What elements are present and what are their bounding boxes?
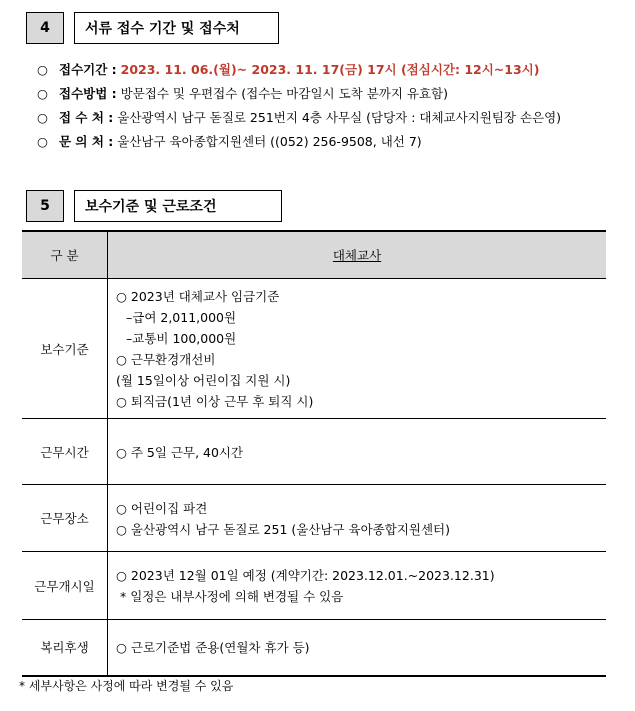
content-line: –교통비 100,000원 (126, 331, 237, 346)
list-item (37, 129, 561, 153)
content-line: * 일정은 내부사정에 의해 변경될 수 있음 (120, 589, 344, 604)
section-4-header (26, 12, 279, 44)
section-5-header (26, 190, 282, 222)
content-line: ○ 2023년 12월 01일 예정 (계약기간: 2023.12.01.~2023.12.31) (116, 568, 495, 583)
table-row (22, 620, 606, 676)
section-title: 보수기준 및 근로조건 (74, 190, 282, 222)
row-label: 복리후생 (22, 620, 108, 676)
content-line: ○ 울산광역시 남구 돋질로 251 (울산남구 육아종합지원센터) (116, 521, 451, 537)
row-label: 근무시간 (22, 419, 108, 485)
table-row (22, 419, 606, 485)
item-label: 문 의 처 : (59, 134, 114, 149)
section-title: 서류 접수 기간 및 접수처 (74, 12, 279, 44)
item-label: 접수기간 : (59, 62, 117, 77)
section-number: 5 (26, 190, 64, 222)
list-item (37, 57, 561, 81)
row-label: 근무개시일 (22, 552, 108, 620)
item-value: 방문접수 및 우편접수 (접수는 마감일시 도착 분까지 유효함) (120, 86, 449, 101)
bullet-circle-icon: ○ (37, 61, 48, 77)
content-line: ○ 퇴직금(1년 이상 근무 후 퇴직 시) (116, 394, 314, 409)
content-line: –급여 2,011,000원 (126, 310, 237, 325)
item-value: 울산남구 육아종합지원센터 ((052) 256-9508, 내선 7) (117, 134, 422, 149)
content-line: ○ 어린이집 파견 (116, 500, 208, 516)
column-header-substitute-teacher: 대체교사 (108, 231, 607, 279)
bullet-circle-icon: ○ (37, 85, 48, 101)
content-line: ○ 주 5일 근무, 40시간 (116, 444, 244, 460)
table-row (22, 485, 606, 552)
item-label: 접 수 처 : (59, 110, 114, 125)
table-row (22, 279, 606, 419)
bullet-circle-icon: ○ (37, 133, 48, 149)
table-row (22, 552, 606, 620)
row-content (108, 279, 607, 419)
row-label: 근무장소 (22, 485, 108, 552)
content-line: ○ 근무환경개선비 (116, 352, 216, 367)
item-label: 접수방법 : (59, 86, 117, 101)
content-line: ○ 근로기준법 준용(연월차 휴가 등) (116, 640, 310, 656)
column-header-category: 구 분 (22, 231, 108, 279)
content-line: (월 15일이상 어린이집 지원 시) (116, 373, 291, 388)
section-number: 4 (26, 12, 64, 44)
list-item (37, 81, 561, 105)
row-content (108, 552, 607, 620)
row-content (108, 485, 607, 552)
row-content (108, 620, 607, 676)
item-value: 2023. 11. 06.(월)~ 2023. 11. 17(금) 17시 (점심시간: 12시~13시) (120, 62, 540, 77)
row-content (108, 419, 607, 485)
content-line: ○ 2023년 대체교사 임금기준 (116, 289, 280, 304)
table-header-row (22, 231, 606, 279)
application-info-list (37, 57, 561, 153)
bullet-circle-icon: ○ (37, 109, 48, 125)
conditions-table (22, 230, 606, 677)
list-item (37, 105, 561, 129)
item-value: 울산광역시 남구 돋질로 251번지 4층 사무실 (담당자 : 대체교사지원팀장 손은영) (117, 110, 562, 125)
footnote: * 세부사항은 사정에 따라 변경될 수 있음 (19, 679, 234, 693)
row-label: 보수기준 (22, 279, 108, 419)
